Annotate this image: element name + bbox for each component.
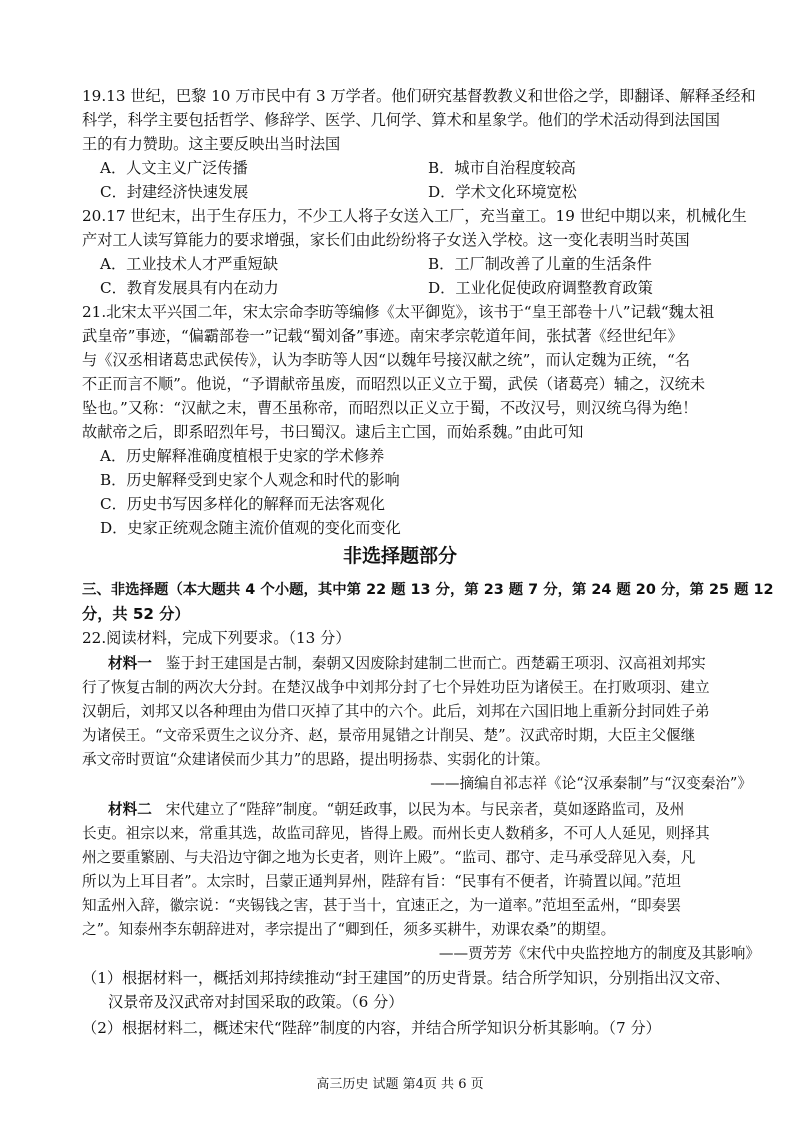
section-title: 非选择题部分 [342,545,457,567]
q21-stem-line-6: 故献帝之后，即系昭烈年号，书曰蜀汉。逮后主亡国，而始系魏。”由此可知 [82,423,584,441]
q21-option-a: A．历史解释准确度植根于史家的学术修养 [100,447,385,465]
q20-stem-line-2: 产对工人读写算能力的要求增强，家长们由此纷纷将子女送入学校。这一变化表明当时英国 [82,231,690,249]
material-1-line-5: 承文帝时贾谊“众建诸侯而少其力”的思路，提出明扬恭、实弱化的计策。 [82,751,550,768]
q19-option-d: D．学术文化环境宽松 [428,183,577,201]
q21-option-b: B．历史解释受到史家个人观念和时代的影响 [100,471,400,489]
q21-option-d: D．史家正统观念随主流价值观的变化而变化 [100,519,401,537]
material-2-line-4: 所以为上耳目者”。太宗时，吕蒙正通判昇州，陛辞有旨：“民事有不便者，许骑置以闻。”范坦 [82,873,681,890]
material-2-source: ——贾芳芳《宋代中央监控地方的制度及其影响》 [438,945,760,962]
page-footer: 高三历史 试题 第4页 共 6 页 [316,1077,484,1092]
material-2-text: 宋代建立了“陛辞”制度。“朝廷政事，以民为本。与民亲者，莫如逐路监司，及州 [165,801,685,818]
q19-option-b: B．城市自治程度较高 [428,159,576,177]
q21-option-c: C．历史书写因多样化的解释而无法客观化 [100,495,385,513]
material-1-line-4: 为诸侯王。“文帝采贾生之议分齐、赵，景帝用晁错之计削吴、楚”。汉武帝时期，大臣主父偃继 [82,727,696,744]
q19-stem-line-2: 科学，科学主要包括哲学、修辞学、医学、几何学、算术和星象学。他们的学术活动得到法国国 [82,111,720,129]
material-1-line-1 [108,652,706,676]
material-2-line-6: 之”。知泰州李东朝辞进对，孝宗提出了“卿到任，须多买耕牛，劝课农桑”的期望。 [82,921,616,938]
material-2-line-2: 长吏。祖宗以来，常重其选，故监司辞见，皆得上殿。而州长吏人数稍多，不可人人延见，则择其 [82,825,710,842]
q19-stem-line-3: 王的有力赞助。这主要反映出当时法国 [82,135,341,153]
material-1-line-3: 汉朝后，刘邦又以各种理由为借口灭掉了其中的六个。此后，刘邦在六国旧地上重新分封同姓子弟 [82,703,710,720]
section-intro-line-1: 三、非选择题（本大题共 4 个小题，其中第 22 题 13 分，第 23 题 7 分，第 24 题 20 分，第 25 题 12 [82,582,774,598]
q20-option-c: C．教育发展具有内在动力 [100,279,279,297]
q21-stem-line-4: 不正而言不顺”。他说，“予谓献帝虽废，而昭烈以正义立于蜀，武侯（诸葛亮）辅之，汉统未 [82,375,706,393]
requirement-1-line-1: （1）根据材料一，概括刘邦持续推动“封王建国”的历史背景。结合所学知识，分别指出汉文帝、 [82,969,730,987]
q21-stem-line-3: 与《汉丞相诸葛忠武侯传》，认为李昉等人因“以魏年号接汉献之统”，而认定魏为正统，“名 [82,351,691,369]
material-2-line-5: 知孟州入辞，徽宗说：“夹锡钱之害，甚于当十，宜速正之，为一道率。”范坦至孟州，“即奏罢 [82,897,681,914]
section-intro-line-2: 分，共 52 分） [82,605,190,623]
q19-option-c: C．封建经济快速发展 [100,183,249,201]
q21-stem-line-5: 坠也。”又称：“汉献之末，曹丕虽称帝，而昭烈以正义立于蜀，不改汉号，则汉统乌得为绝！ [82,399,698,417]
material-1-source: ——摘编自祁志祥《论“汉承秦制”与“汉变秦治”》 [430,775,752,792]
material-2-line-1 [108,798,684,822]
q20-stem-line-1: 20.17 世纪末，出于生存压力，不少工人将子女送入工厂，充当童工。19 世纪中期以来，机械化生 [82,207,747,225]
q21-stem-line-1: 21.北宋太平兴国二年，宋太宗命李昉等编修《太平御览》，该书于“皇王部卷十八”记载“魏太祖 [82,303,715,321]
q20-option-d: D．工业化促使政府调整教育政策 [428,279,653,297]
q20-option-b: B．工厂制改善了儿童的生活条件 [428,255,652,273]
q19-stem-line-1: 19.13 世纪，巴黎 10 万市民中有 3 万学者。他们研究基督教教义和世俗之学，即翻译、解释圣经和 [82,87,756,105]
requirement-2: （2）根据材料二，概述宋代“陛辞”制度的内容，并结合所学知识分析其影响。（7 分） [82,1019,661,1037]
requirement-1-line-2: 汉景帝及汉武帝对封国采取的政策。（6 分） [108,993,404,1011]
material-1-line-2: 行了恢复古制的两次大分封。在楚汉战争中刘邦分封了七个异姓功臣为诸侯王。在打败项羽、建立 [82,679,710,696]
q22-stem: 22.阅读材料，完成下列要求。（13 分） [82,629,351,647]
material-1-text: 鉴于封王建国是古制，秦朝又因废除封建制二世而亡。西楚霸王项羽、汉高祖刘邦实 [165,655,706,672]
material-1-label: 材料一 [108,655,152,672]
q21-stem-line-2: 武皇帝”事迹，“偏霸部卷一”记载“蜀刘备”事迹。南宋孝宗乾道年间，张拭著《经世纪年》 [82,327,683,345]
q20-option-a: A．工业技术人才严重短缺 [100,255,279,273]
q19-option-a: A．人文主义广泛传播 [100,159,248,177]
material-2-line-3: 州之要重繁剧、与夫沿边守御之地为长吏者，则许上殿”。“监司、郡守、走马承受辞见入奏，凡 [82,849,696,866]
material-2-label: 材料二 [108,801,152,818]
